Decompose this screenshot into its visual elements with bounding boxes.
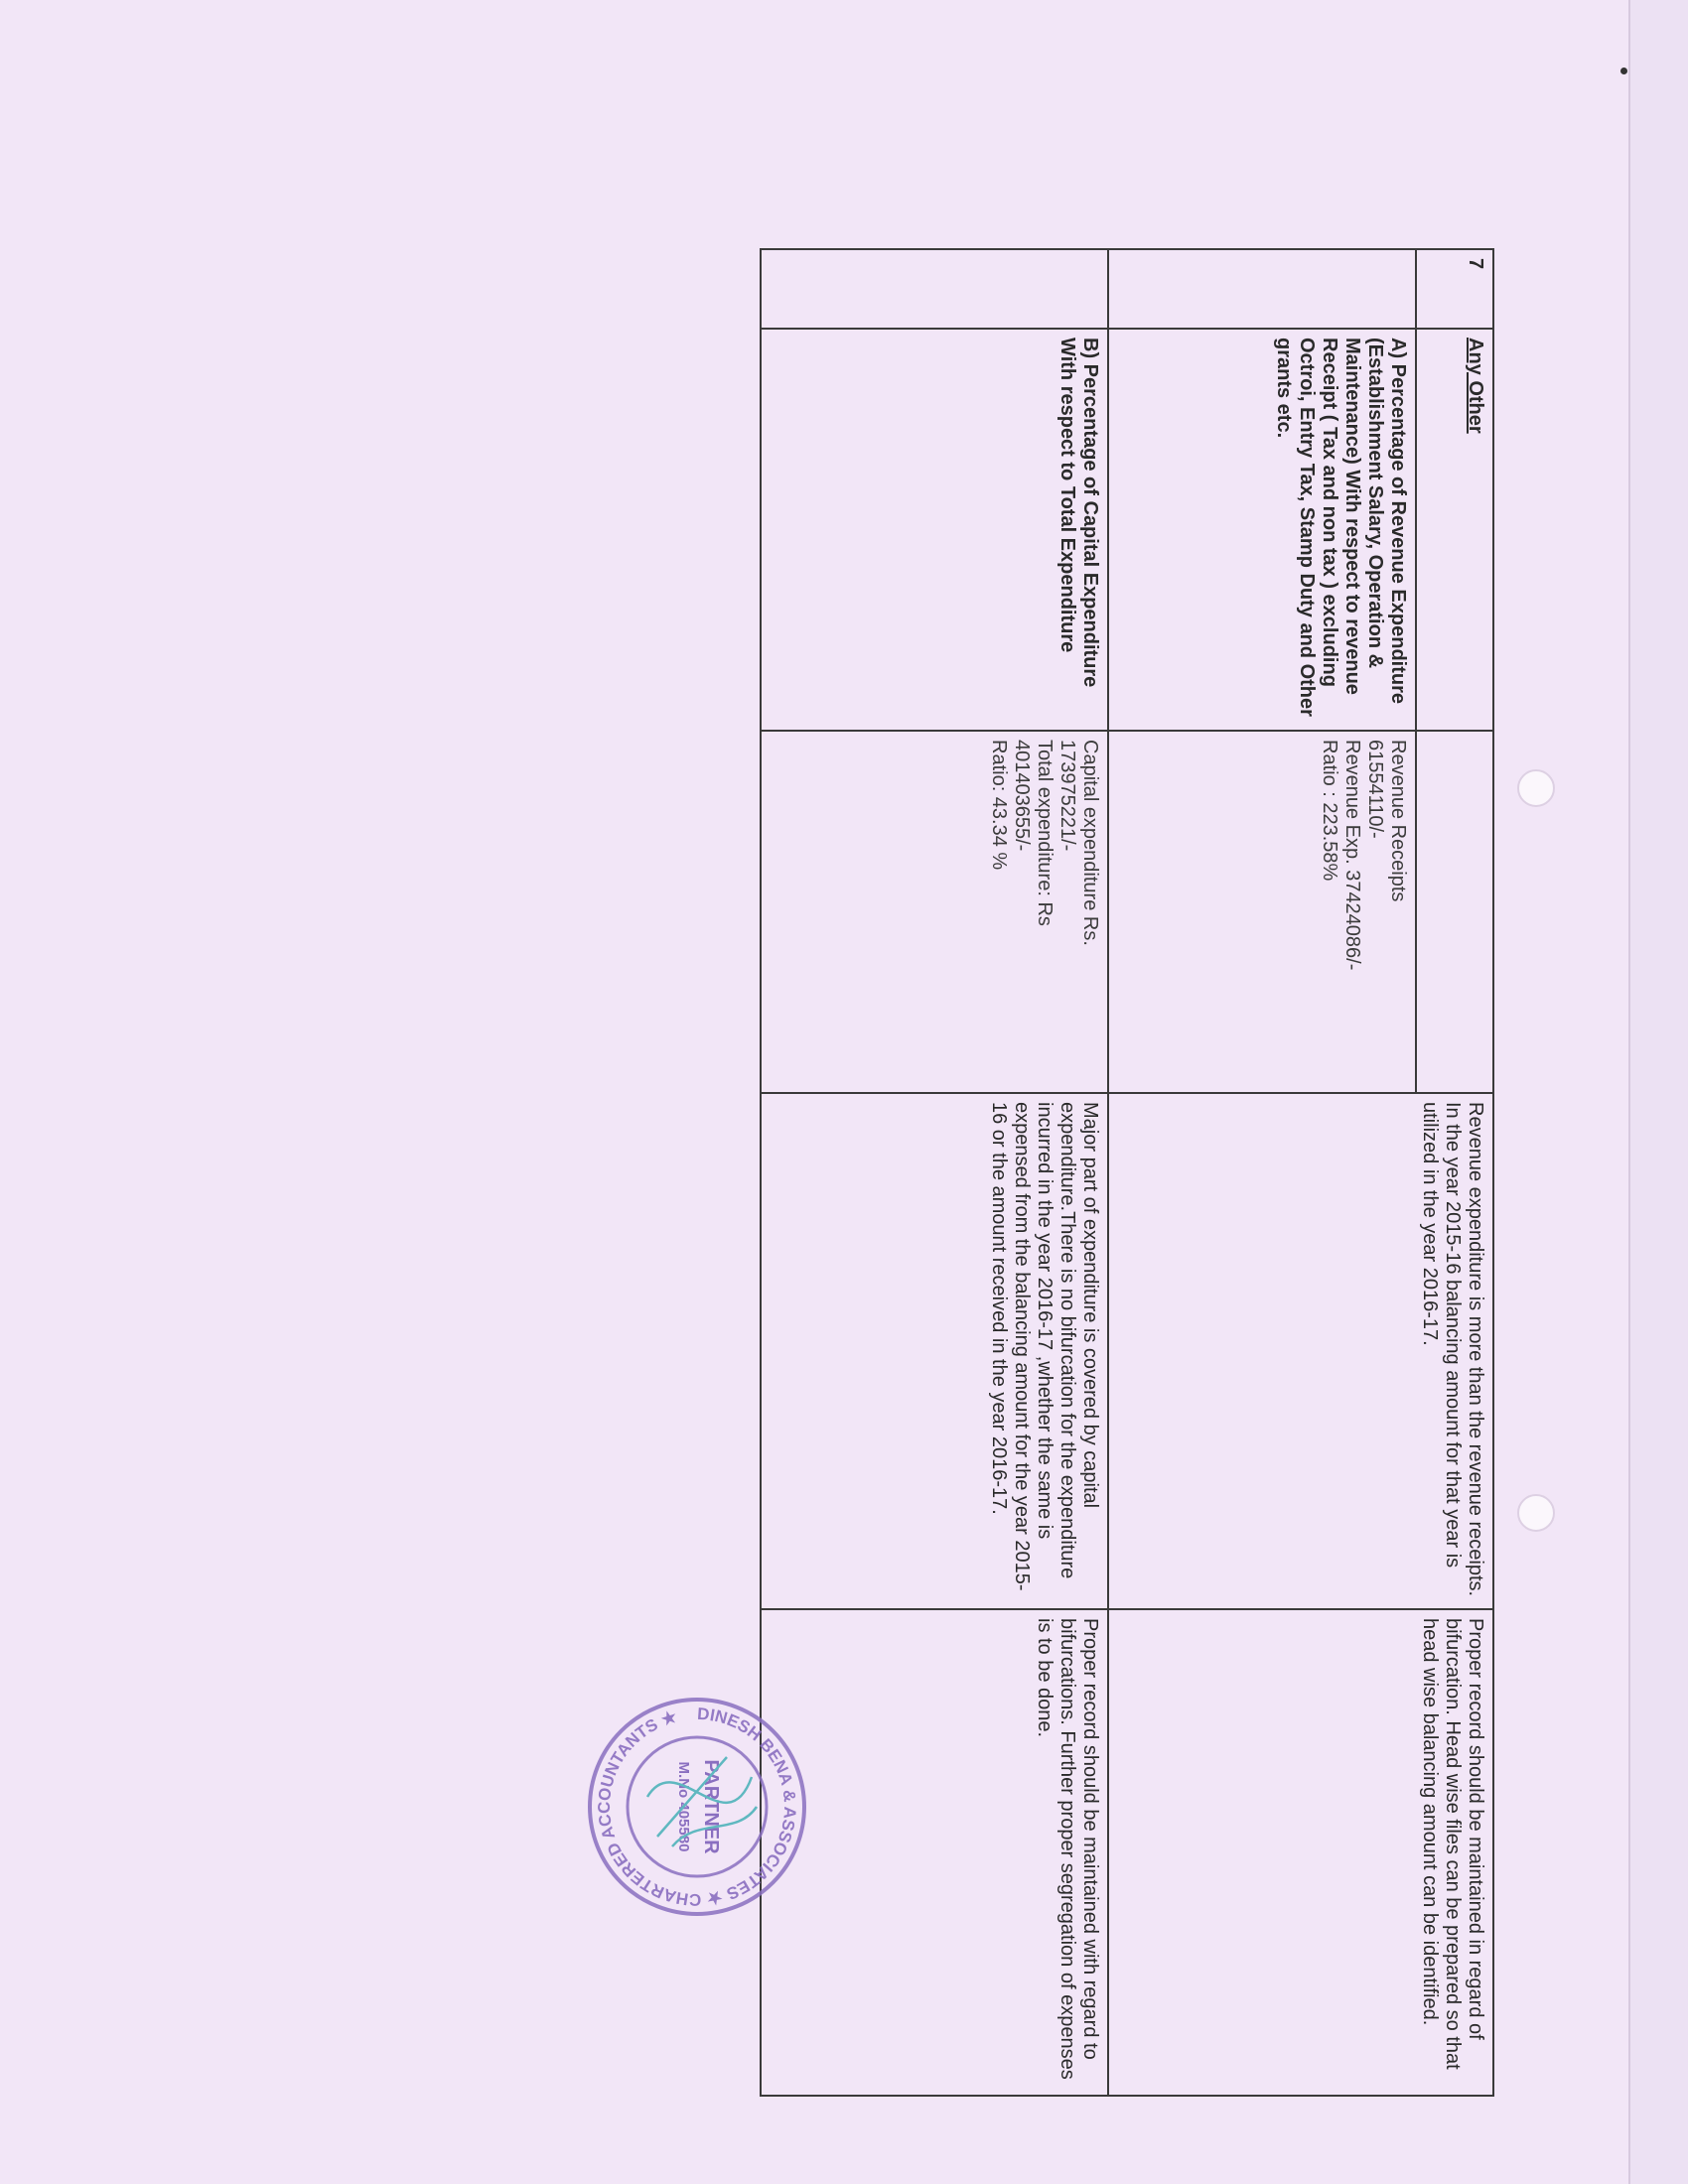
label-a-text: Percentage of Revenue Expenditure (Establishment Salary, Operation & Maintenance) With respect to revenue Receipt ( Tax and non tax ) excluding Octroi, Entry Tax, Stamp Duty and Other grants etc.: [1273, 338, 1409, 717]
value-b-line5: Ratio: 43.34 %: [988, 740, 1010, 871]
auditor-seal-stamp: [578, 1688, 816, 1926]
speck-mark: [1620, 68, 1627, 74]
stamp-center-line2: M.No 405580: [675, 1761, 692, 1852]
value-a-line3: Revenue Exp. 37424086/-: [1341, 740, 1363, 971]
stamp-ring-text: DINESH BENA & ASSOCIATES ★ CHARTERED ACCOUNTANTS ★: [594, 1704, 800, 1910]
report-table: [760, 248, 1494, 2097]
value-b-cell: [761, 731, 1108, 1093]
value-a-line1: Revenue Receipts: [1387, 740, 1409, 902]
empty-cell: [1416, 731, 1493, 1093]
label-b-text: Percentage of Capital Expenditure With respect to Total Expenditure: [1056, 338, 1101, 688]
row-number-cell: 7: [1416, 249, 1493, 329]
label-a-prefix: A): [1387, 338, 1409, 359]
recommendation-a-cell: [1108, 1609, 1493, 2096]
value-a-cell: [1108, 731, 1416, 1093]
rotated-content: [760, 248, 1494, 2095]
value-a-line4: Ratio : 223.58%: [1319, 740, 1340, 882]
label-b-cell: [761, 329, 1108, 731]
observation-b-text: Major part of expenditure is covered by capital expenditure.There is no bifurcation for the expenditure incurred in the year 2016-17 ,whether the same is expensed from the balancing amount for the year 2015-16 or the amount received in the year 2016-17.: [988, 1102, 1101, 1591]
value-b-line3: Total expenditure: Rs: [1034, 740, 1055, 926]
punch-hole-bottom: [1517, 1494, 1555, 1532]
value-a-line2: 61554110/-: [1364, 740, 1386, 839]
recommendation-b-text: Proper record should be maintained with regard to bifurcations. Further proper segregation of expenses is to be done.: [1034, 1618, 1101, 2080]
label-a-cell: [1108, 329, 1416, 731]
table-row-heading: [1416, 249, 1493, 2096]
label-b-prefix: B): [1079, 338, 1101, 359]
value-b-line4: 401403655/-: [1011, 740, 1033, 852]
empty-cell: [761, 249, 1108, 329]
value-b-line1: Capital expenditure Rs.: [1079, 740, 1101, 946]
observation-a-cell: [1108, 1093, 1493, 1609]
punch-hole-top: [1517, 769, 1555, 807]
heading-cell: Any Other: [1416, 329, 1493, 731]
observation-a-text: Revenue expenditure is more than the revenue receipts. In the year 2015-16 balancing amount for that year is utilized in the year 2016-17.: [1419, 1102, 1486, 1597]
stamp-center-line1: PARTNER: [700, 1759, 722, 1854]
recommendation-a-text: Proper record should be maintained in regard of bifurcation. Head wise files can be prepared so that head wise balancing amount can be identified.: [1419, 1618, 1486, 2070]
empty-cell: [1108, 249, 1416, 329]
observation-b-cell: [761, 1093, 1108, 1609]
value-b-line2: 173975221/-: [1056, 740, 1078, 852]
svg-text:DINESH BENA & ASSOCIATES ★ CHA: [595, 1705, 799, 1909]
